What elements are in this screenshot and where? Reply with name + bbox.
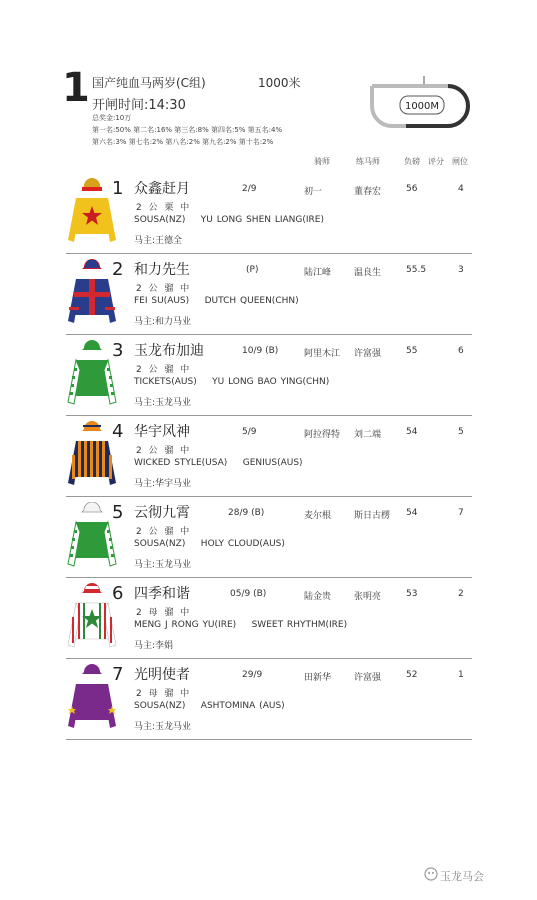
horse-row-3[interactable] xyxy=(66,334,472,416)
horse-name: 华宇风神 xyxy=(134,424,190,440)
trainer-name: 张明亮 xyxy=(354,592,382,602)
trainer-name: 董春宏 xyxy=(354,187,382,197)
horse-number: 3 xyxy=(112,340,124,361)
horse-form: (P) xyxy=(246,265,259,275)
jockey-name: 阿拉得特 xyxy=(304,430,341,440)
horse-number: 1 xyxy=(112,178,124,199)
jockey-silks-yellow-star-icon xyxy=(66,178,118,246)
pedigree xyxy=(134,701,285,711)
weight: 56 xyxy=(406,184,418,194)
weight: 54 xyxy=(406,508,418,518)
horse-name: 和力先生 xyxy=(134,262,190,278)
header-rating: 评分 xyxy=(428,157,444,166)
dam: YU LONG BAO YING(CHN) xyxy=(212,377,330,387)
jockey-name: 陆金贵 xyxy=(304,592,332,602)
jockey-name: 田新华 xyxy=(304,673,332,683)
horse-details: 2 母 骝 中 xyxy=(136,689,192,699)
horse-form: 29/9 xyxy=(242,670,263,680)
dam: YU LONG SHEN LIANG(IRE) xyxy=(200,215,324,225)
trainer-name: 斯日古楞 xyxy=(354,511,391,521)
horse-row-6[interactable] xyxy=(66,577,472,659)
race-number: 1 xyxy=(62,65,90,111)
prize-breakdown-1: 第一名:50% 第二名:16% 第三名:8% 第四名:5% 第五名:4% xyxy=(92,126,283,134)
jockey-silks-red-green-stripes-star-icon xyxy=(66,583,118,651)
dam: ASHTOMINA (AUS) xyxy=(200,701,285,711)
draw: 5 xyxy=(458,427,464,437)
draw: 1 xyxy=(458,670,464,680)
purse: 总奖金:10万 xyxy=(92,114,132,122)
draw: 6 xyxy=(458,346,464,356)
horse-form: 05/9 (B) xyxy=(230,589,267,599)
owner: 马主:王德全 xyxy=(134,236,183,246)
jockey-name: 阿里木江 xyxy=(304,349,341,359)
dam: SWEET RHYTHM(IRE) xyxy=(251,620,348,630)
weight: 53 xyxy=(406,589,418,599)
pedigree xyxy=(134,215,324,225)
trainer-name: 许富强 xyxy=(354,349,382,359)
header-weight: 负磅 xyxy=(404,157,420,166)
watermark: 玉龙马会 xyxy=(440,870,484,883)
horse-number: 4 xyxy=(112,421,124,442)
header-trainer: 练马师 xyxy=(356,157,380,166)
owner: 马主:华宇马业 xyxy=(134,479,192,489)
horse-name: 众鑫赶月 xyxy=(134,181,190,197)
race-name: 国产纯血马两岁(C组) xyxy=(92,76,206,90)
sire: SOUSA(NZ) xyxy=(134,539,186,549)
horse-number: 2 xyxy=(112,259,124,280)
weight: 55.5 xyxy=(406,265,427,275)
sire: SOUSA(NZ) xyxy=(134,701,186,711)
sire: SOUSA(NZ) xyxy=(134,215,186,225)
horse-name: 云彻九霄 xyxy=(134,505,190,521)
horse-details: 2 公 骝 中 xyxy=(136,446,192,456)
jockey-silks-blue-red-cross-icon xyxy=(66,259,118,327)
draw: 2 xyxy=(458,589,464,599)
horse-form: 5/9 xyxy=(242,427,257,437)
jockey-name: 麦尔根 xyxy=(304,511,332,521)
track-diagram xyxy=(366,74,476,130)
owner: 马主:和力马业 xyxy=(134,317,192,327)
pedigree xyxy=(134,377,329,387)
pedigree xyxy=(134,296,299,306)
owner: 马主:玉龙马业 xyxy=(134,398,192,408)
horse-details: 2 公 栗 中 xyxy=(136,203,192,213)
jockey-silks-orange-navy-stripes-icon xyxy=(66,421,118,489)
horse-row-1[interactable] xyxy=(66,172,472,254)
horse-name: 玉龙布加迪 xyxy=(134,343,204,359)
owner: 马主:李娟 xyxy=(134,641,174,651)
jockey-silks-purple-moon-icon xyxy=(66,664,118,732)
draw: 7 xyxy=(458,508,464,518)
draw: 3 xyxy=(458,265,464,275)
horse-row-5[interactable] xyxy=(66,496,472,578)
race-distance: 1000米 xyxy=(258,76,301,90)
owner: 马主:玉龙马业 xyxy=(134,560,192,570)
sire: FEI SU(AUS) xyxy=(134,296,190,306)
pedigree xyxy=(134,458,303,468)
horse-row-4[interactable] xyxy=(66,415,472,497)
owner: 马主:玉龙马业 xyxy=(134,722,192,732)
horse-row-2[interactable] xyxy=(66,253,472,335)
sire: WICKED STYLE(USA) xyxy=(134,458,228,468)
horse-number: 7 xyxy=(112,664,124,685)
horse-form: 10/9 (B) xyxy=(242,346,279,356)
horse-details: 2 公 骝 中 xyxy=(136,365,192,375)
wechat-logo-icon xyxy=(424,867,438,881)
horse-number: 6 xyxy=(112,583,124,604)
weight: 55 xyxy=(406,346,418,356)
pedigree xyxy=(134,539,285,549)
trainer-name: 许富强 xyxy=(354,673,382,683)
sire: TICKETS(AUS) xyxy=(134,377,197,387)
horse-name: 光明使者 xyxy=(134,667,190,683)
weight: 54 xyxy=(406,427,418,437)
horse-details: 2 公 骝 中 xyxy=(136,284,192,294)
horse-details: 2 母 骝 中 xyxy=(136,608,192,618)
jockey-silks-green-check-sleeves-icon xyxy=(66,340,118,408)
horse-form: 2/9 xyxy=(242,184,257,194)
horse-details: 2 公 骝 中 xyxy=(136,527,192,537)
weight: 52 xyxy=(406,670,418,680)
horse-form: 28/9 (B) xyxy=(228,508,265,518)
draw: 4 xyxy=(458,184,464,194)
horse-number: 5 xyxy=(112,502,124,523)
trainer-name: 温良生 xyxy=(354,268,382,278)
horse-row-7[interactable] xyxy=(66,658,472,740)
horse-name: 四季和谐 xyxy=(134,586,190,602)
dam: HOLY CLOUD(AUS) xyxy=(200,539,285,549)
dam: DUTCH QUEEN(CHN) xyxy=(204,296,299,306)
pedigree xyxy=(134,620,347,630)
track-label: 1000M xyxy=(404,101,440,112)
prize-breakdown-2: 第六名:3% 第七名:2% 第八名:2% 第九名:2% 第十名:2% xyxy=(92,138,274,146)
dam: GENIUS(AUS) xyxy=(242,458,303,468)
header-draw: 闸位 xyxy=(452,157,468,166)
jockey-silks-green-white-cap-icon xyxy=(66,502,118,570)
sire: MENG J RONG YU(IRE) xyxy=(134,620,237,630)
jockey-name: 陆江峰 xyxy=(304,268,332,278)
trainer-name: 刘二端 xyxy=(354,430,382,440)
jockey-name: 初一 xyxy=(304,187,323,197)
start-time: 开闸时间:14:30 xyxy=(92,98,186,113)
header-jockey: 骑师 xyxy=(314,157,330,166)
